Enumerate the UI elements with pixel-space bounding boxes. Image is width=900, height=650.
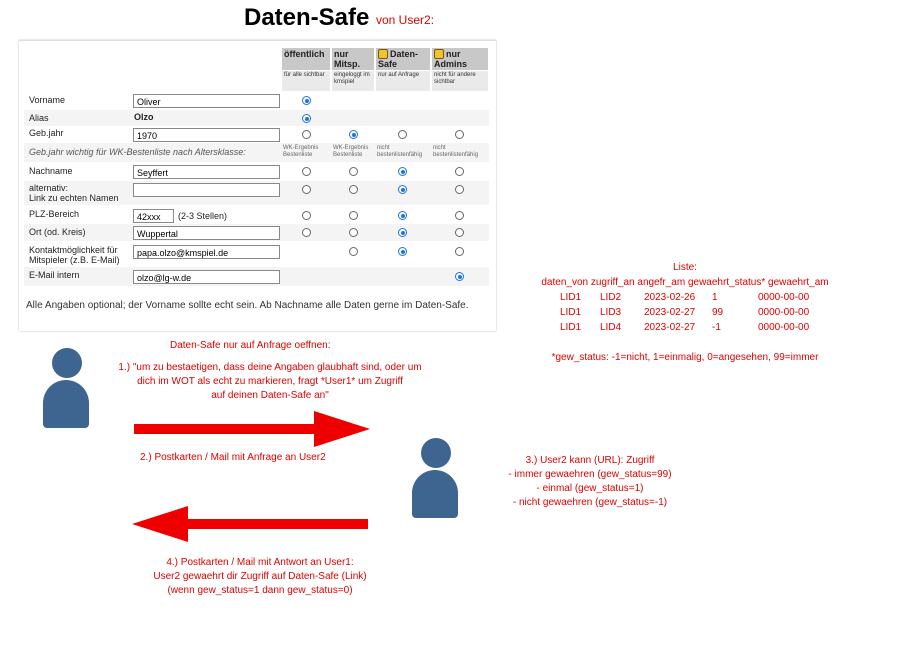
liste-title: Liste: xyxy=(673,262,697,273)
radio-plz-public[interactable] xyxy=(302,211,311,220)
kontakt-label: Kontaktmöglichkeit für Mitspieler (z.B. E-Mail) xyxy=(29,245,120,265)
plz-input[interactable]: 42xxx xyxy=(133,209,174,223)
gebjahr-hint-public: WK-Ergebnis Bestenliste xyxy=(283,145,319,158)
radio-kontakt-safe[interactable] xyxy=(398,247,407,256)
column-sub-public: für alle sichtbar xyxy=(282,71,330,91)
radio-plz-players[interactable] xyxy=(349,211,358,220)
plz-suffix: (2-3 Stellen) xyxy=(178,211,228,221)
ort-label: Ort (od. Kreis) xyxy=(29,227,86,237)
alias-label: Alias xyxy=(29,113,49,123)
radio-link-public[interactable] xyxy=(302,185,311,194)
column-sub-safe: nur auf Anfrage xyxy=(376,71,430,91)
flow-step1: 1.) "um zu bestaetigen, dass deine Angaben glaubhaft sind, oder um dich im WOT als echt zu markieren, fragt *User1* um Zugriff auf deinen Daten-Safe an" xyxy=(118,362,422,401)
vorname-input[interactable]: Oliver xyxy=(133,94,280,108)
gebjahr-hint-admins: nicht bestenlistenfähig xyxy=(433,145,479,158)
gebjahr-hint-safe: nicht bestenlistenfähig xyxy=(377,145,423,158)
column-header-players: nur Mitsp. xyxy=(332,48,374,70)
radio-link-safe[interactable] xyxy=(398,185,407,194)
column-header-admins: nur Admins xyxy=(432,48,488,70)
column-header-safe: Daten-Safe xyxy=(376,48,430,70)
liste-row: LID1 LID4 2023-02-27 -1 0000-00-00 xyxy=(560,322,810,333)
radio-ort-players[interactable] xyxy=(349,228,358,237)
radio-ort-public[interactable] xyxy=(302,228,311,237)
radio-gebjahr-safe[interactable] xyxy=(398,130,407,139)
radio-email-admins[interactable] xyxy=(455,272,464,281)
radio-plz-admins[interactable] xyxy=(455,211,464,220)
liste-footnote: *gew_status: -1=nicht, 1=einmalig, 0=angesehen, 99=immer xyxy=(551,352,819,363)
radio-alias-public[interactable] xyxy=(302,114,311,123)
lock-icon xyxy=(434,49,444,59)
email-label: E-Mail intern xyxy=(29,270,80,280)
page-subtitle: von User2: xyxy=(376,13,435,27)
arrow-right-icon xyxy=(130,405,372,455)
alias-value: Olzo xyxy=(134,112,154,122)
flow-step4: 4.) Postkarten / Mail mit Antwort an User1: User2 gewaehrt dir Zugriff auf Daten-Safe (Link) (wenn gew_status=1 dann gew_status=0) xyxy=(153,557,367,596)
column-sub-admins: nicht für andere sichtbar xyxy=(432,71,488,91)
flow-step3: 3.) User2 kann (URL): Zugriff - immer gewaehren (gew_status=99) - einmal (gew_status=1) - nicht gewaehren (gew_status=-1) xyxy=(508,455,672,508)
gebjahr-label: Geb.jahr xyxy=(29,128,64,138)
nachname-input[interactable]: Seyffert xyxy=(133,165,280,179)
column-header-public: öffentlich xyxy=(282,48,330,70)
liste-header: daten_von zugriff_an angefr_am gewaehrt_status* gewaehrt_am xyxy=(541,277,829,288)
liste-row: LID1 LID3 2023-02-27 99 0000-00-00 xyxy=(560,307,810,318)
link-label: alternativ: Link zu echten Namen xyxy=(29,183,119,203)
user1-person-icon xyxy=(43,348,89,432)
row-bg-alias xyxy=(24,110,489,126)
radio-kontakt-players[interactable] xyxy=(349,247,358,256)
radio-ort-admins[interactable] xyxy=(455,228,464,237)
radio-plz-safe[interactable] xyxy=(398,211,407,220)
gebjahr-input[interactable]: 1970 xyxy=(133,128,280,142)
arrow-left-icon xyxy=(130,502,372,546)
radio-vorname-public[interactable] xyxy=(302,96,311,105)
plz-label: PLZ-Bereich xyxy=(29,209,80,219)
form-note: Alle Angaben optional; der Vorname sollte echt sein. Ab Nachname alle Daten gerne im Daten-Safe. xyxy=(26,300,469,311)
gebjahr-note: Geb.jahr wichtig für WK-Bestenliste nach Altersklasse: xyxy=(29,147,246,157)
radio-nachname-players[interactable] xyxy=(349,167,358,176)
radio-kontakt-admins[interactable] xyxy=(455,247,464,256)
radio-ort-safe[interactable] xyxy=(398,228,407,237)
kontakt-input[interactable]: papa.olzo@kmspiel.de xyxy=(133,245,280,259)
radio-link-players[interactable] xyxy=(349,185,358,194)
radio-gebjahr-public[interactable] xyxy=(302,130,311,139)
radio-gebjahr-players[interactable] xyxy=(349,130,358,139)
nachname-label: Nachname xyxy=(29,166,73,176)
vorname-label: Vorname xyxy=(29,95,66,105)
link-input[interactable] xyxy=(133,183,280,197)
gebjahr-hint-players: WK-Ergebnis Bestenliste xyxy=(333,145,369,158)
liste-row: LID1 LID2 2023-02-26 1 0000-00-00 xyxy=(560,292,810,303)
radio-link-admins[interactable] xyxy=(455,185,464,194)
lock-icon xyxy=(378,49,388,59)
radio-nachname-safe[interactable] xyxy=(398,167,407,176)
email-input[interactable]: olzo@lg-w.de xyxy=(133,270,280,284)
column-sub-players: eingeloggt im kmspiel xyxy=(332,71,374,91)
radio-nachname-admins[interactable] xyxy=(455,167,464,176)
user2-person-icon xyxy=(412,438,458,522)
page-title: Daten-Safe xyxy=(244,4,370,31)
radio-nachname-public[interactable] xyxy=(302,167,311,176)
flow-heading: Daten-Safe nur auf Anfrage oeffnen: xyxy=(170,340,331,351)
ort-input[interactable]: Wuppertal xyxy=(133,226,280,240)
radio-gebjahr-admins[interactable] xyxy=(455,130,464,139)
flow-step2: 2.) Postkarten / Mail mit Anfrage an User2 xyxy=(140,452,326,463)
